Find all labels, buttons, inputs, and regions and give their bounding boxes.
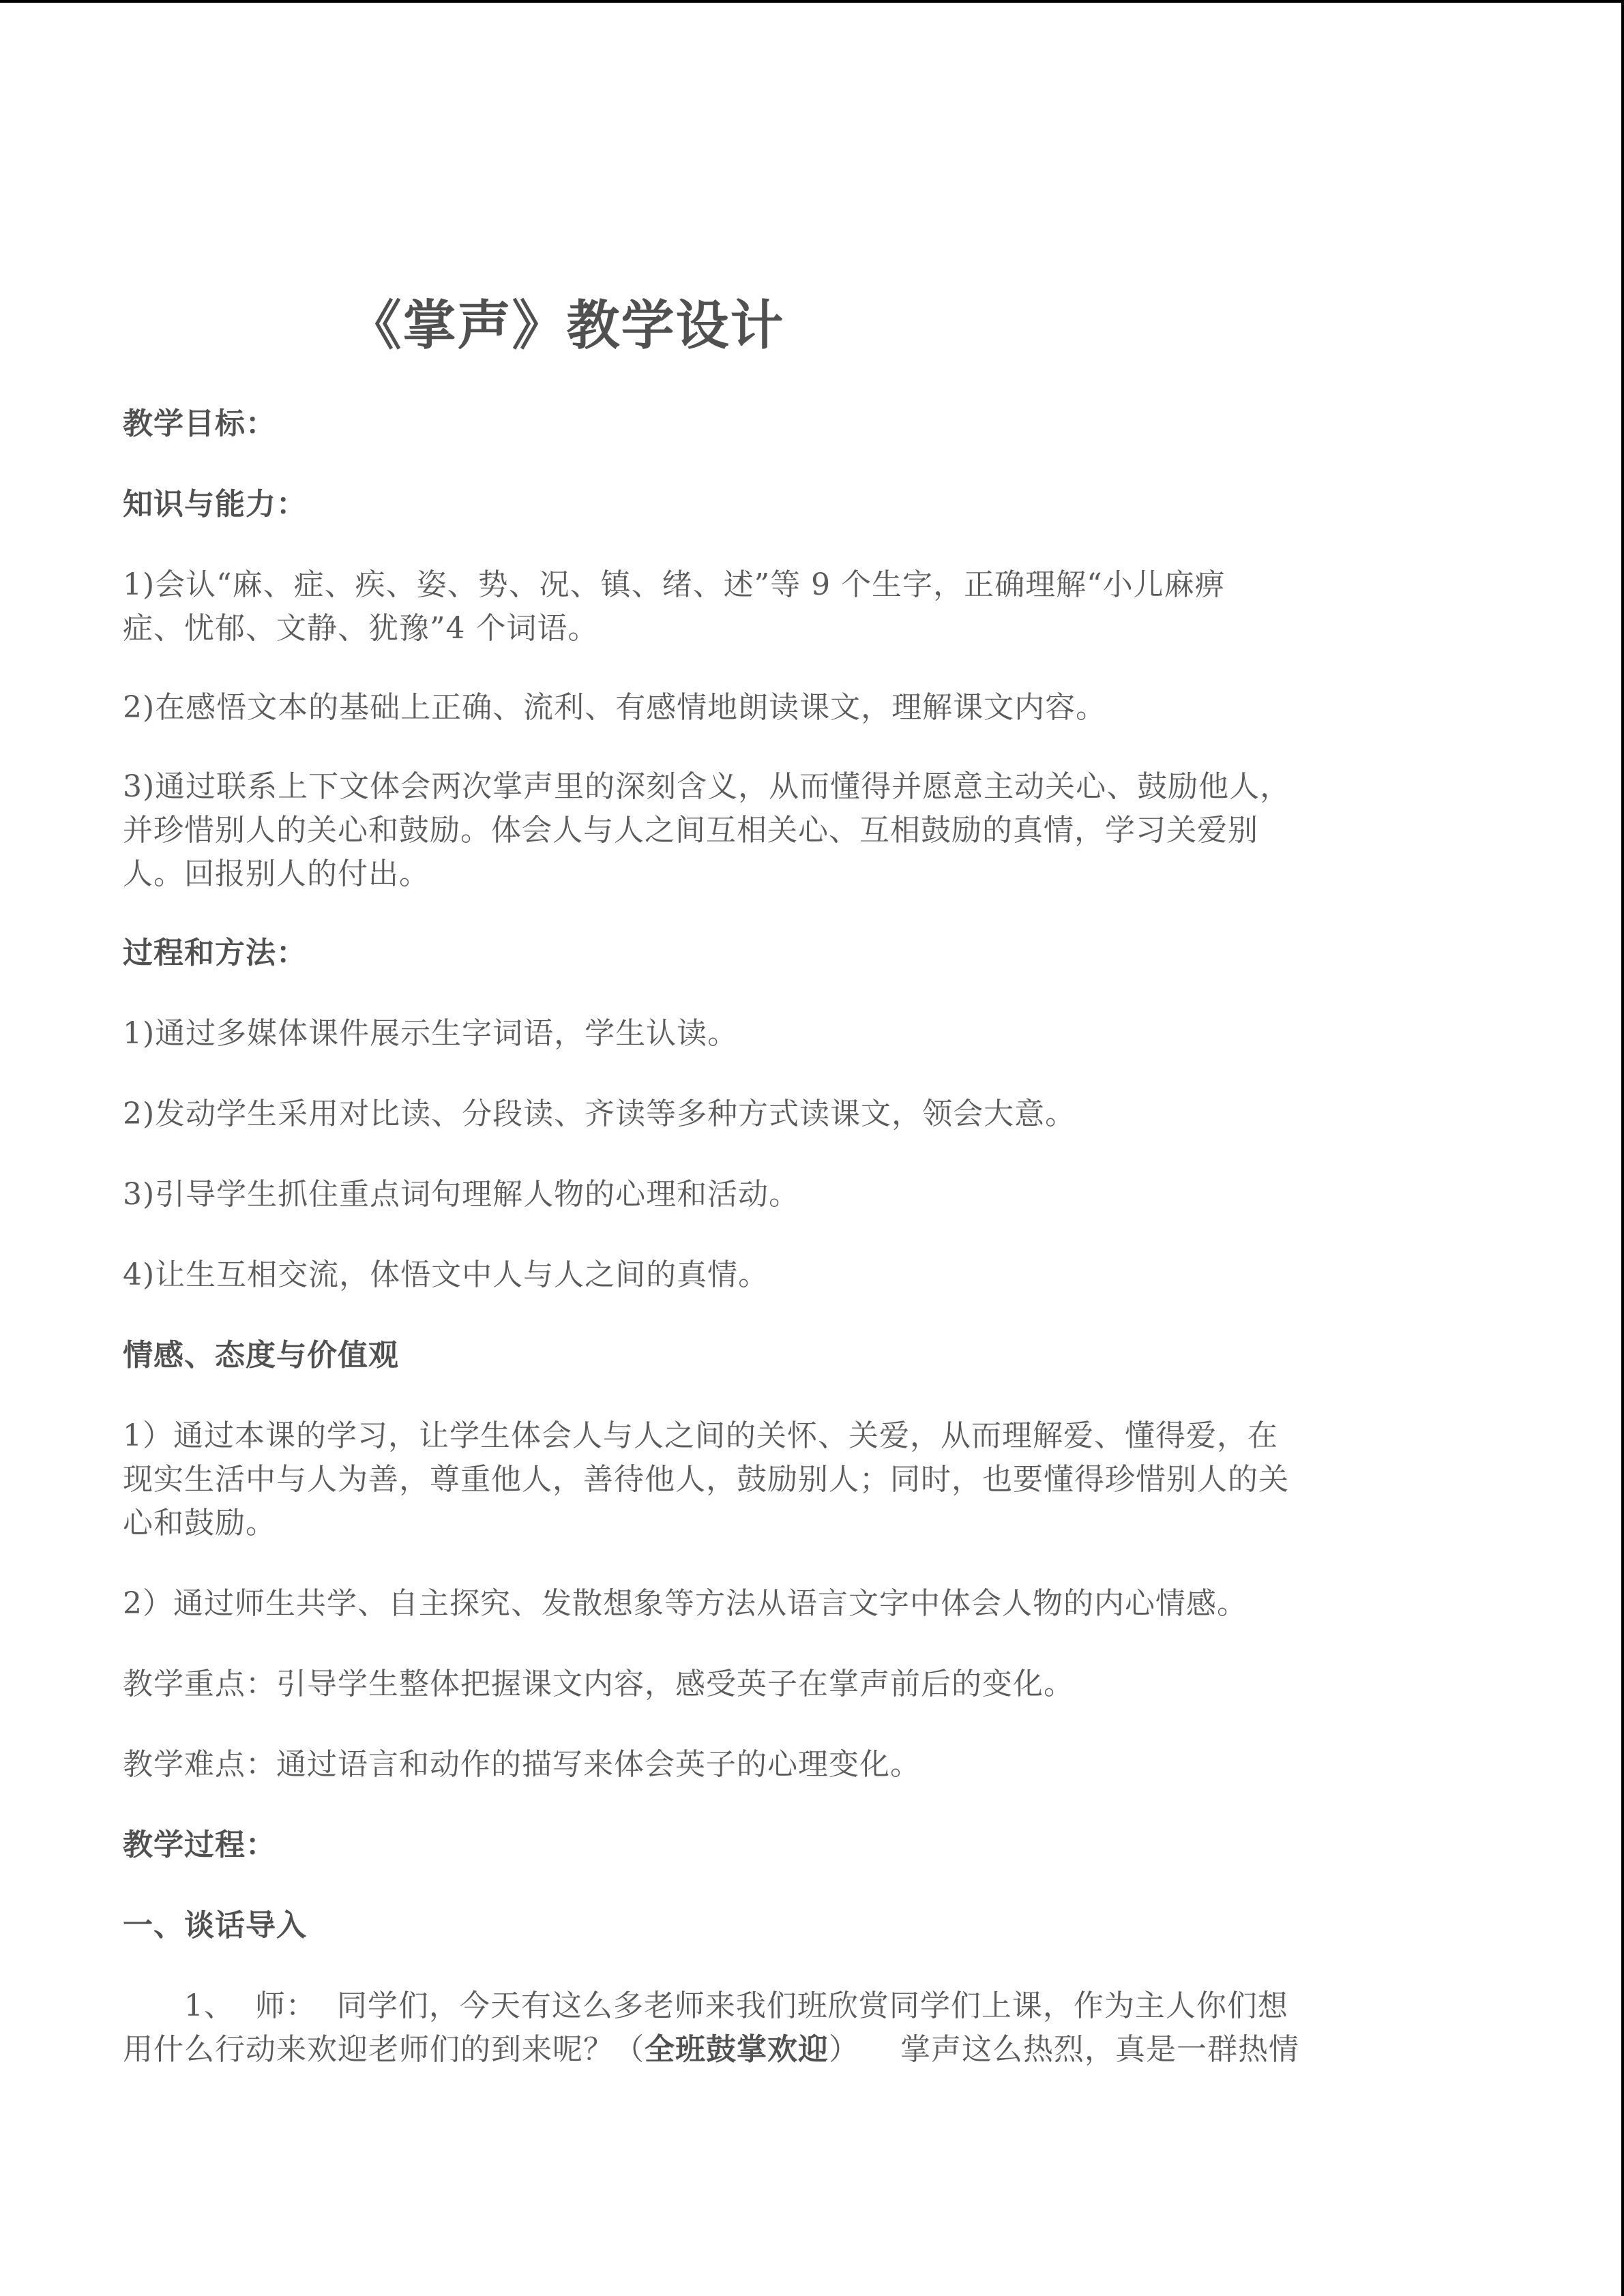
knowledge-item-3-line-2: 并珍惜别人的关心和鼓励。体会人与人之间互相关心、互相鼓励的真情，学习关爱别: [123, 813, 1258, 848]
heading-objectives: 教学目标：: [123, 406, 276, 441]
intro-line-1: 1、 师： 同学们，今天有这么多老师来我们班欣赏同学们上课，作为主人你们想: [123, 1988, 1288, 2023]
knowledge-item-3-line-1: 3)通过联系上下文体会两次掌声里的深刻含义，从而懂得并愿意主动关心、鼓励他人，: [123, 769, 1291, 804]
emotion-item-1-line-3: 心和鼓励。: [123, 1506, 276, 1540]
emotion-item-2: 2）通过师生共学、自主探究、发散想象等方法从语言文字中体会人物的内心情感。: [123, 1586, 1247, 1621]
page-border-right: [1621, 0, 1624, 2296]
heading-intro: 一、谈话导入: [123, 1908, 307, 1943]
page-border-top: [0, 0, 1624, 3]
heading-emotion: 情感、态度与价值观: [123, 1338, 399, 1373]
difficulty: 教学难点：通过语言和动作的描写来体会英子的心理变化。: [123, 1747, 921, 1782]
intro-line-2-bold: 全班鼓掌欢迎: [645, 2032, 829, 2067]
process-item-4: 4)让生互相交流，体悟文中人与人之间的真情。: [123, 1257, 769, 1292]
knowledge-item-1-line-2: 症、忧郁、文静、犹豫”4 个词语。: [123, 611, 599, 646]
emotion-item-1-line-2: 现实生活中与人为善，尊重他人，善待他人，鼓励别人；同时，也要懂得珍惜别人的关: [123, 1462, 1289, 1497]
page-title: 《掌声》教学设计: [348, 295, 785, 357]
heading-knowledge: 知识与能力：: [123, 487, 307, 522]
process-item-1: 1)通过多媒体课件展示生字词语，学生认读。: [123, 1016, 739, 1051]
knowledge-item-1-line-1: 1)会认“麻、症、疾、姿、势、况、镇、绪、述”等 9 个生字，正确理解“小儿麻痹: [123, 567, 1226, 602]
key-point: 教学重点：引导学生整体把握课文内容，感受英子在掌声前后的变化。: [123, 1667, 1074, 1701]
emotion-item-1-line-1: 1）通过本课的学习，让学生体会人与人之间的关怀、关爱，从而理解爱、懂得爱，在: [123, 1418, 1278, 1453]
process-item-2: 2)发动学生采用对比读、分段读、齐读等多种方式读课文，领会大意。: [123, 1097, 1076, 1131]
heading-teaching-process: 教学过程：: [123, 1828, 276, 1862]
process-item-3: 3)引导学生抓住重点词句理解人物的心理和活动。: [123, 1177, 800, 1212]
heading-process: 过程和方法：: [123, 936, 307, 970]
intro-line-2: [123, 2028, 1299, 2072]
knowledge-item-2: 2)在感悟文本的基础上正确、流利、有感情地朗读课文，理解课文内容。: [123, 690, 1107, 725]
intro-line-2-c: ） 掌声这么热烈，真是一群热情: [829, 2032, 1299, 2067]
knowledge-item-3-line-3: 人。回报别人的付出。: [123, 856, 430, 891]
intro-line-2-a: 用什么行动来欢迎老师们的到来呢？（: [123, 2032, 645, 2067]
